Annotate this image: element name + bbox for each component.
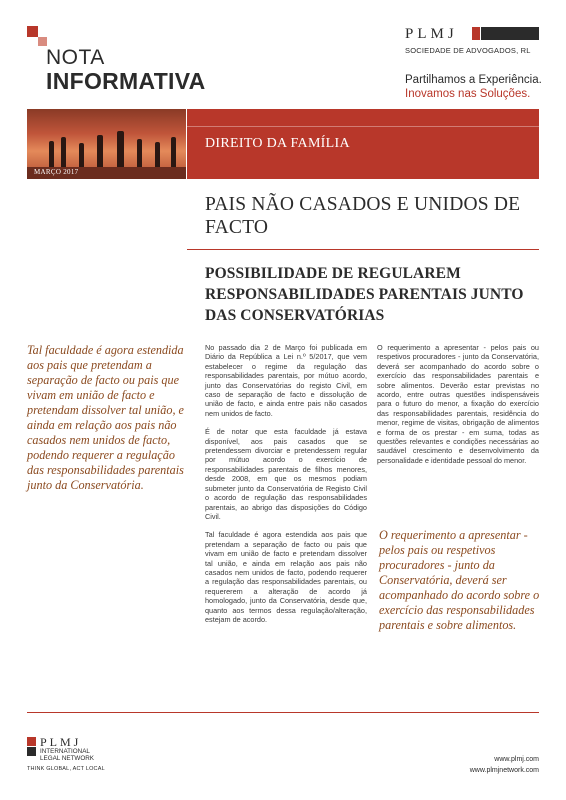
silhouette: [61, 137, 66, 171]
paragraph: No passado dia 2 de Março foi publicada em Diário da República a Lei n.º 5/2017, que vem estabelecer o regime da regulação das responsabilidades parentais, por mútuo acordo, junto das Conservatórias do registo Civil, em caso de separação de facto e dissolução de união de facto, e ainda entre pais não casados nem unidos de facto.: [205, 343, 367, 418]
issue-date: MARÇO 2017: [34, 168, 79, 176]
title-divider: [187, 249, 539, 250]
section-title: DIREITO DA FAMÍLIA: [205, 136, 350, 151]
footer-logo-square-dark: [27, 747, 36, 756]
article-title: PAIS NÃO CASADOS E UNIDOS DE FACTO: [205, 194, 521, 238]
footer-slogan: THINK GLOBAL, ACT LOCAL: [27, 766, 105, 772]
website-link[interactable]: www.plmj.com: [494, 756, 539, 763]
highlight-quote: O requerimento a apresentar - pelos pais ou respetivos procuradores - junto da Conservatória, deverá ser acompanhado do acordo sobre o exercício das responsabilidades parentais e sobre alimentos.: [379, 528, 540, 632]
logo-square-pink: [38, 37, 47, 46]
pull-quote: Tal faculdade é agora estendida aos pais que pretendam a separação de facto ou pais que vivam em união de facto e pretendam dissolver tal união, e ainda em relação aos pais não casados nem unidos de facto, podendo requerer a regulação das responsabilidades parentais junto da Conservatória.: [27, 343, 184, 492]
footer-logo-square-red: [27, 737, 36, 746]
banner-photo: [27, 109, 186, 179]
network-line-2: LEGAL NETWORK: [40, 755, 94, 762]
silhouette: [97, 135, 103, 171]
document-type-heading: [46, 47, 206, 93]
body-column-1: [205, 343, 367, 633]
logo-square-red: [27, 26, 38, 37]
footer-logo-text: PLMJ: [40, 735, 82, 749]
paragraph: O requerimento a apresentar - pelos pais ou respetivos procuradores - junto da Conservatória, deverá ser acompanhado do acordo sobre o exercício das responsabilidades parentais e sobre alimentos. Deverão estar previstas no acordo, entre outras questões indispensáveis para o futuro do menor, a fixação do exercício das responsabilidades parentais, residência do menor, regime de visitas, obrigação de alimentos e forma de os prestar - em suma, todas as questões relevantes e condições necessárias ao saudável crescimento e desenvolvimento da personalidade e identidade pessoal do menor.: [377, 343, 539, 465]
firm-subtitle: SOCIEDADE DE ADVOGADOS, RL: [405, 46, 531, 55]
nota-line-2: INFORMATIVA: [46, 68, 206, 94]
silhouette: [117, 131, 124, 171]
tagline-1: Partilhamos a Experiência.: [405, 74, 542, 86]
network-name: [40, 748, 94, 762]
nota-line-1: NOTA: [46, 46, 105, 69]
body-column-2: [377, 343, 539, 474]
banner-divider: [187, 126, 539, 127]
paragraph: É de notar que esta faculdade já estava disponível, aos pais casados que se pretendessem divorciar e pretendessem regular por mútuo acordo o exercício de responsabilidades parentais de filhos menores, desde 2008, em que os mesmos podiam submeter junto da Conservatória de Registo Civil o acordo de regulação das responsabilidades parentais, ao abrigo das disposições do Código Civil.: [205, 427, 367, 521]
firm-logo-red-mark: [472, 27, 480, 40]
tagline-2: Inovamos nas Soluções.: [405, 88, 531, 100]
silhouette: [171, 137, 176, 171]
footer-divider: [27, 712, 539, 713]
network-website-link[interactable]: www.plmjnetwork.com: [469, 767, 539, 774]
firm-logo-bar: [481, 27, 539, 40]
firm-logo-text: PLMJ: [405, 26, 458, 42]
article-subtitle: POSSIBILIDADE DE REGULAREM RESPONSABILIDADES PARENTAIS JUNTO DAS CONSERVATÓRIAS: [205, 265, 524, 324]
paragraph: Tal faculdade é agora estendida aos pais que pretendam a separação de facto ou pais que vivam em união de facto e pretendam dissolver tal união, e ainda em relação aos pais não casados nem unidos de facto, podendo requerer a regulação das responsabilidades parentais, ou requererem a alteração de acordo já homologado, junto da Conservatória, desde que, quanto aos termos dessa regulação/alteração, estejam de acordo.: [205, 530, 367, 624]
network-line-1: INTERNATIONAL: [40, 748, 90, 755]
